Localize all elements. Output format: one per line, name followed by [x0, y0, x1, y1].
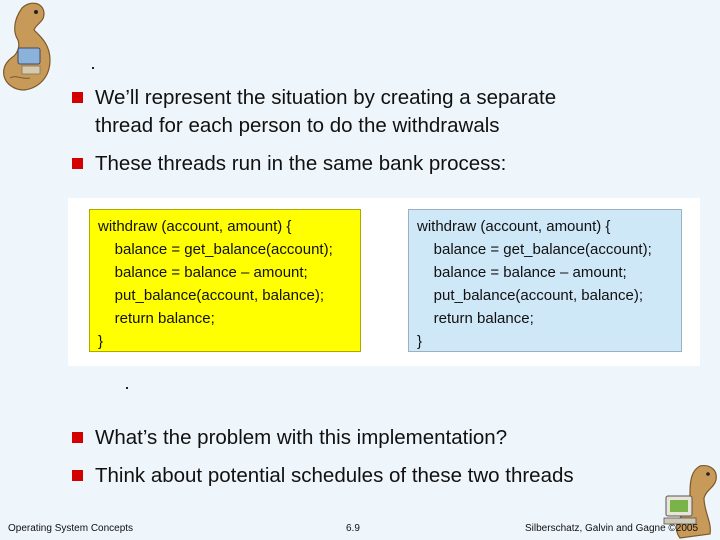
- code-line: put_balance(account, balance);: [98, 287, 324, 304]
- code-line: balance = balance – amount;: [98, 264, 308, 281]
- bullet-item: [72, 84, 556, 140]
- code-block-left: [89, 209, 361, 352]
- code-panel: [68, 198, 700, 366]
- bullet-square-icon: [72, 92, 83, 103]
- bullet-square-icon: [72, 158, 83, 169]
- bullet-item: [72, 150, 506, 178]
- bullet-item: [72, 462, 574, 490]
- bullet-square-icon: [72, 470, 83, 481]
- bullet-item: [72, 424, 507, 452]
- code-line: balance = get_balance(account);: [417, 241, 652, 258]
- code-line: }: [417, 333, 423, 350]
- code-line: balance = balance – amount;: [417, 264, 627, 281]
- code-block-right: [408, 209, 682, 352]
- code-line: balance = get_balance(account);: [98, 241, 333, 258]
- code-line: return balance;: [98, 310, 215, 327]
- bullet-square-icon: [72, 432, 83, 443]
- code-line: put_balance(account, balance);: [417, 287, 643, 304]
- code-line: withdraw (account, amount) {: [417, 218, 611, 235]
- footer-copyright: Silberschatz, Galvin and Gagne ©2005: [525, 523, 699, 534]
- code-line: withdraw (account, amount) {: [98, 218, 292, 235]
- bullet-text: Think about potential schedules of these two threads: [95, 464, 574, 487]
- bullet-text: What’s the problem with this implementation?: [95, 426, 508, 449]
- decor-dot: [126, 387, 128, 389]
- footer-page-number: 6.9: [346, 523, 360, 534]
- dinosaur-logo-icon: [0, 0, 60, 92]
- code-line: return balance;: [417, 310, 534, 327]
- bullet-text: These threads run in the same bank process:: [95, 152, 507, 175]
- code-line: }: [98, 333, 104, 350]
- bullet-text: We’ll represent the situation by creating a separate: [95, 86, 557, 109]
- bullet-text-continued: thread for each person to do the withdrawals: [95, 114, 500, 137]
- footer-course-title: Operating System Concepts: [8, 523, 134, 534]
- decor-dot: [92, 67, 94, 69]
